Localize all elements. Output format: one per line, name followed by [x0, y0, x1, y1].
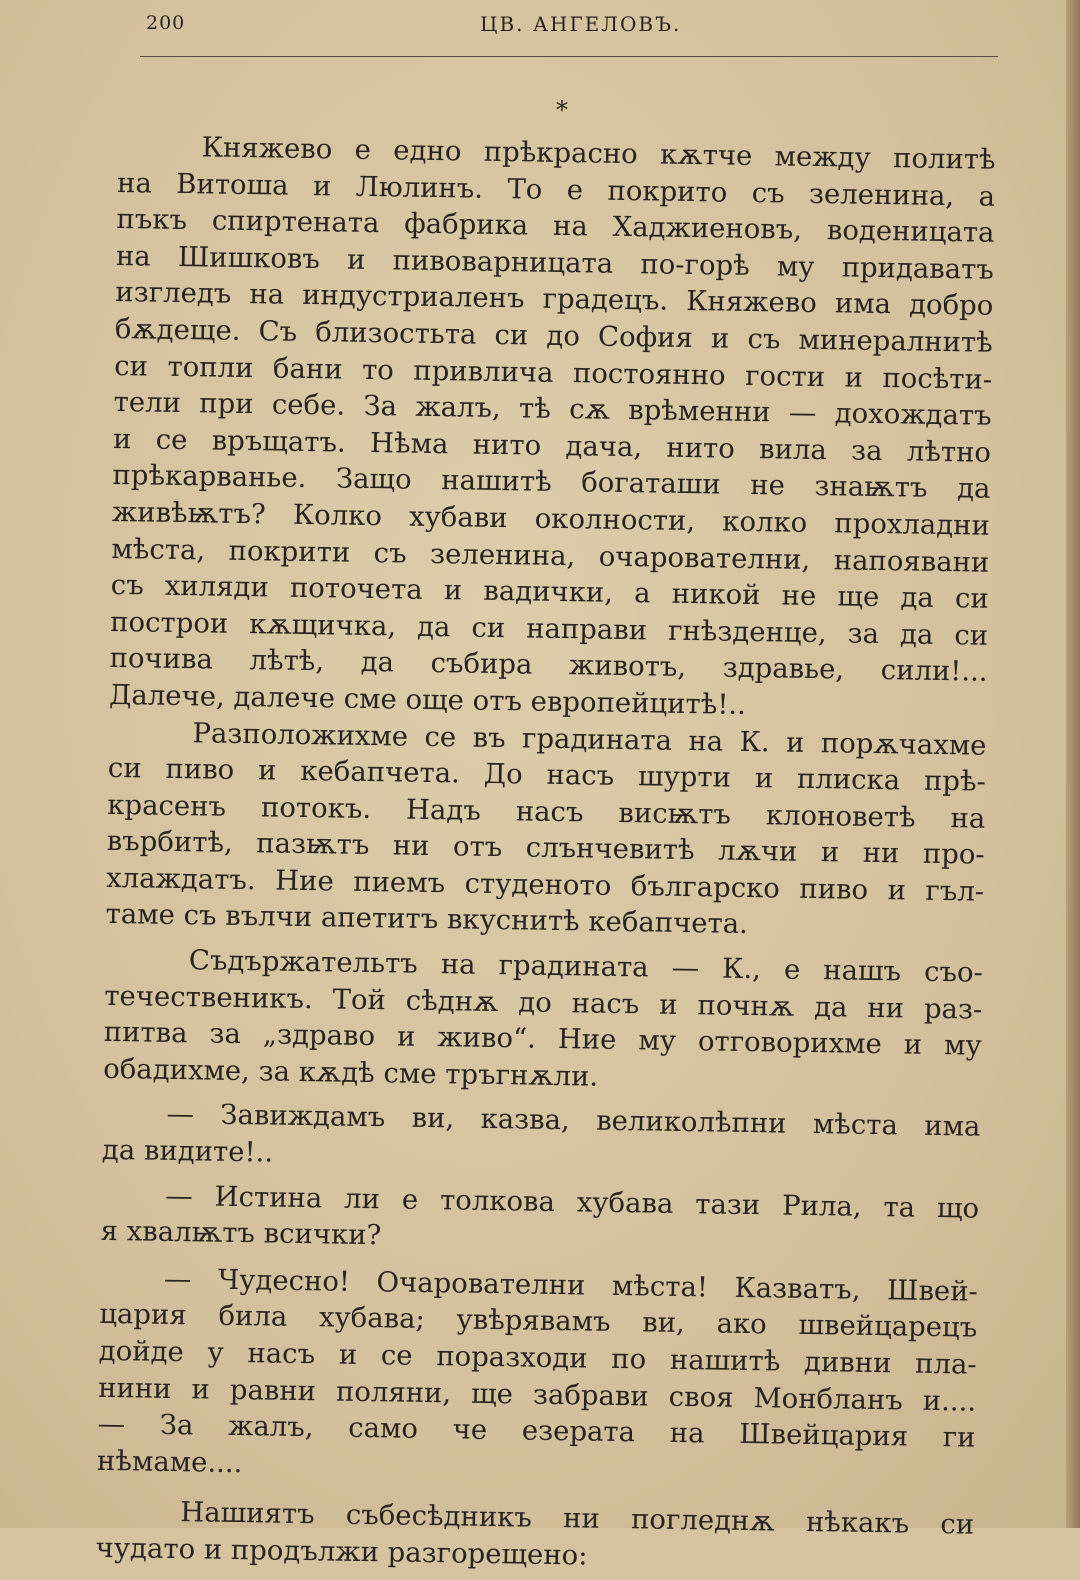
text-line: изгледъ на индустриаленъ градецъ. Княжево има добро — [115, 276, 994, 323]
text-line: — Завиждамъ ви, казва, великолѣпни мѣста има — [166, 1098, 981, 1144]
text-line: Далече, далече сме още отъ европейцитѣ!.. — [108, 678, 747, 721]
text-line: красенъ потокъ. Надъ насъ висѭтъ клоновeтѣ на — [107, 788, 986, 835]
text-line: питва за „здраво и живо“. Ние му отговорихме и му — [103, 1016, 982, 1062]
text-line: — За жалъ, само че езерата на Швейцария ги — [97, 1408, 976, 1454]
page-edge — [1066, 0, 1080, 1528]
text-line: нѣмаме.... — [96, 1444, 243, 1479]
paragraph — [105, 713, 986, 946]
paragraph — [100, 1176, 979, 1263]
text-line: Княжево е едно прѣкрасно кѫтче между политѣ — [201, 131, 996, 176]
text-line: нини и равни поляни, ще забрави своя Монбланъ и.... — [97, 1371, 977, 1418]
page-number: 200 — [146, 12, 186, 34]
paragraph — [109, 128, 996, 727]
paragraph — [95, 1493, 974, 1580]
text-line: почива лѣтѣ, да събира животъ, здравье, сили!... — [109, 642, 988, 689]
text-line: дойде у насъ и се поразходи по нашитѣ дивни пла- — [98, 1334, 977, 1381]
text-line: съ хиляди поточета и вадички, а никой не ще да си — [110, 569, 989, 615]
section-asterisk: * — [556, 96, 568, 124]
text-line: я хвалѭтъ всички? — [100, 1215, 382, 1252]
text-line: тели при себе. За жалъ, тѣ сѫ врѣменни — дохождатъ — [113, 386, 992, 432]
text-line: Съдържательтъ на градината — К., е нашъ съо- — [188, 944, 984, 989]
text-line: — Чудесно! Очарователни мѣста! Казватъ, Швей- — [163, 1262, 979, 1308]
running-title: ЦВ. АНГЕЛОВЪ. — [480, 12, 682, 36]
text-line: живѣѭтъ? Колко хубави околности, колко прохладни — [111, 495, 991, 542]
text-line: цария била хубава; увѣрявамъ ви, ако швейцарецъ — [99, 1298, 978, 1345]
header-rule — [140, 56, 998, 57]
text-line: си пиво и кебапчета. До насъ шурти и плиска прѣ- — [107, 752, 987, 798]
text-line: върбитѣ, пазѭтъ ни отъ слънчевитѣ лѫчи и ни про- — [106, 825, 985, 871]
text-line: и се връщатъ. Нѣма нито дача, нито вила за лѣтно — [112, 422, 992, 469]
text-line: — Истина ли е толкова хубава тази Рила, та що — [164, 1179, 980, 1225]
text-line: построи кѫщичка, да си направи гнѣзденце, за да си — [109, 605, 989, 652]
text-line: таме съ вълчи апетитъ вкуснитѣ кебапчета. — [105, 898, 749, 941]
paragraph — [102, 1095, 981, 1182]
text-line: мѣста, покрити съ зеленина, очарователни, напоявани — [111, 532, 990, 579]
text-line: течественикъ. Той сѣднѫ до насъ и почнѫ да ни раз- — [104, 979, 983, 1026]
paragraph — [97, 1260, 978, 1493]
text-line: си топли бани то привлича постоянно гости и посѣти- — [114, 349, 993, 396]
text-line: на Шишковъ и пивоварницата по-горѣ му придаватъ — [115, 239, 995, 286]
running-header — [140, 6, 1000, 50]
text-line: пъкъ спиртената фабрика на Хаджиеновъ, воденицата — [116, 203, 995, 249]
text-line: прѣкарванье. Защо нашитѣ богаташи не знаѭтъ да — [112, 459, 991, 506]
text-line: на Витоша и Люлинъ. То е покрито съ зеленина, а — [116, 166, 996, 213]
paragraph — [103, 941, 983, 1101]
text-line: хлаждатъ. Ние пиемъ студеното българско пиво и гъл- — [105, 861, 985, 908]
body-text — [95, 128, 995, 1580]
text-line: да видите!.. — [101, 1133, 274, 1169]
text-line: Нашиятъ събесѣдникъ ни погледнѫ нѣкакъ си — [180, 1496, 975, 1541]
text-line: чудато и продължи разгорещено: — [95, 1531, 588, 1572]
text-line: Разположихме се въ градината на К. и порѫчахме — [192, 716, 987, 762]
text-line: обадихме, за кѫдѣ сме тръгнѫли. — [102, 1052, 599, 1093]
text-line: бѫдеще. Съ близостьта си до София и съ минералнитѣ — [114, 312, 993, 359]
